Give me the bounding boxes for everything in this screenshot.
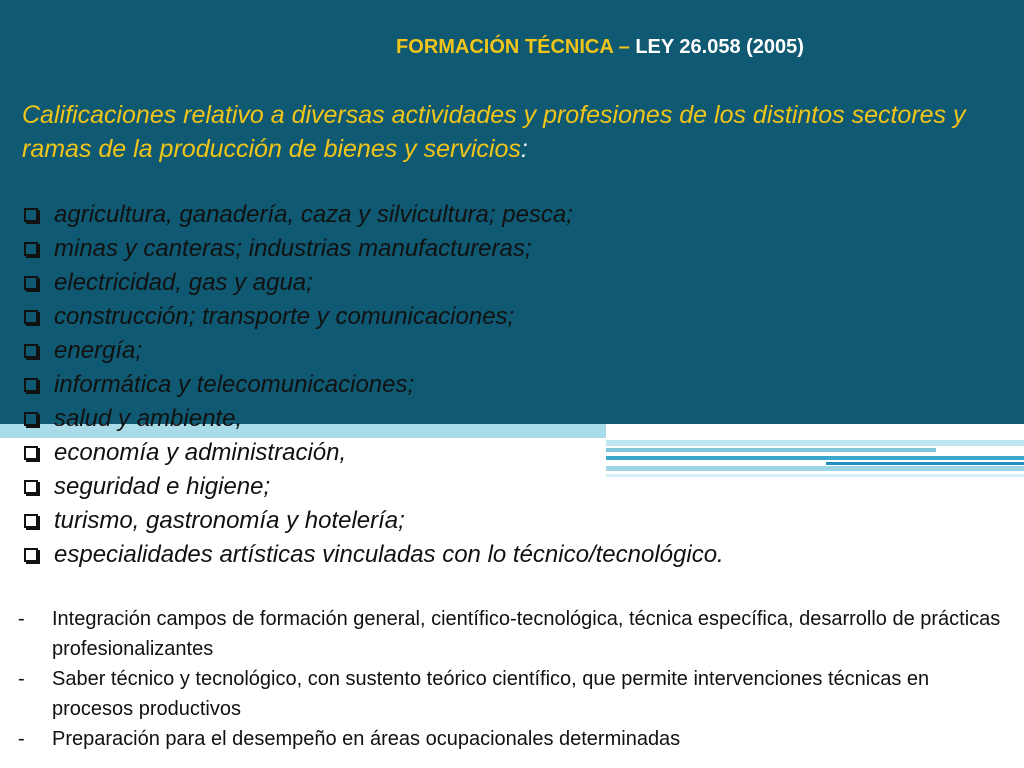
sector-text: turismo, gastronomía y hotelería;	[54, 507, 405, 534]
dash-bullet: -	[18, 728, 25, 750]
intro-paragraph	[22, 98, 1002, 166]
title-part-2: LEY 26.058 (2005)	[635, 36, 804, 58]
sector-text: seguridad e higiene;	[54, 473, 271, 500]
list-item	[20, 470, 1010, 504]
sector-text: especialidades artísticas vinculadas con lo técnico/tecnológico.	[54, 541, 724, 568]
slide-title	[0, 36, 1024, 59]
list-item	[18, 724, 1008, 754]
sector-text: agricultura, ganadería, caza y silvicultura; pesca;	[54, 201, 573, 228]
list-item	[20, 300, 1010, 334]
list-item	[18, 604, 1008, 664]
title-part-1: FORMACIÓN TÉCNICA –	[396, 36, 630, 58]
list-item	[18, 664, 1008, 724]
note-text: Integración campos de formación general, científico-tecnológica, técnica específica, desarrollo de prácticas profesionalizantes	[52, 608, 1001, 660]
sector-text: salud y ambiente,	[54, 405, 243, 432]
checkbox-bullet-icon	[24, 378, 38, 392]
list-item	[20, 198, 1010, 232]
checkbox-bullet-icon	[24, 276, 38, 290]
checkbox-bullet-icon	[24, 446, 38, 460]
intro-text: Calificaciones relativo a diversas actividades y profesiones de los distintos sectores y ramas de la producción de bienes y servicios	[22, 101, 966, 163]
list-item	[20, 436, 1010, 470]
checkbox-bullet-icon	[24, 208, 38, 222]
sector-text: construcción; transporte y comunicaciones;	[54, 303, 515, 330]
sector-text: minas y canteras; industrias manufactureras;	[54, 235, 532, 262]
list-item	[20, 334, 1010, 368]
checkbox-bullet-icon	[24, 548, 38, 562]
sector-text: informática y telecomunicaciones;	[54, 371, 415, 398]
sector-text: economía y administración,	[54, 439, 347, 466]
checkbox-bullet-icon	[24, 344, 38, 358]
checkbox-bullet-icon	[24, 242, 38, 256]
sector-text: electricidad, gas y agua;	[54, 269, 313, 296]
dash-bullet: -	[18, 608, 25, 630]
note-text: Preparación para el desempeño en áreas ocupacionales determinadas	[52, 728, 681, 750]
dash-bullet: -	[18, 668, 25, 690]
list-item	[20, 538, 1010, 572]
notes-list	[18, 604, 1008, 754]
list-item	[20, 232, 1010, 266]
list-item	[20, 504, 1010, 538]
intro-colon: :	[520, 135, 528, 163]
sector-list	[20, 198, 1010, 572]
list-item	[20, 266, 1010, 300]
checkbox-bullet-icon	[24, 514, 38, 528]
checkbox-bullet-icon	[24, 310, 38, 324]
note-text: Saber técnico y tecnológico, con sustento teórico científico, que permite intervenciones técnicas en procesos productivos	[52, 668, 930, 720]
checkbox-bullet-icon	[24, 412, 38, 426]
sector-text: energía;	[54, 337, 143, 364]
list-item	[20, 402, 1010, 436]
list-item	[20, 368, 1010, 402]
checkbox-bullet-icon	[24, 480, 38, 494]
